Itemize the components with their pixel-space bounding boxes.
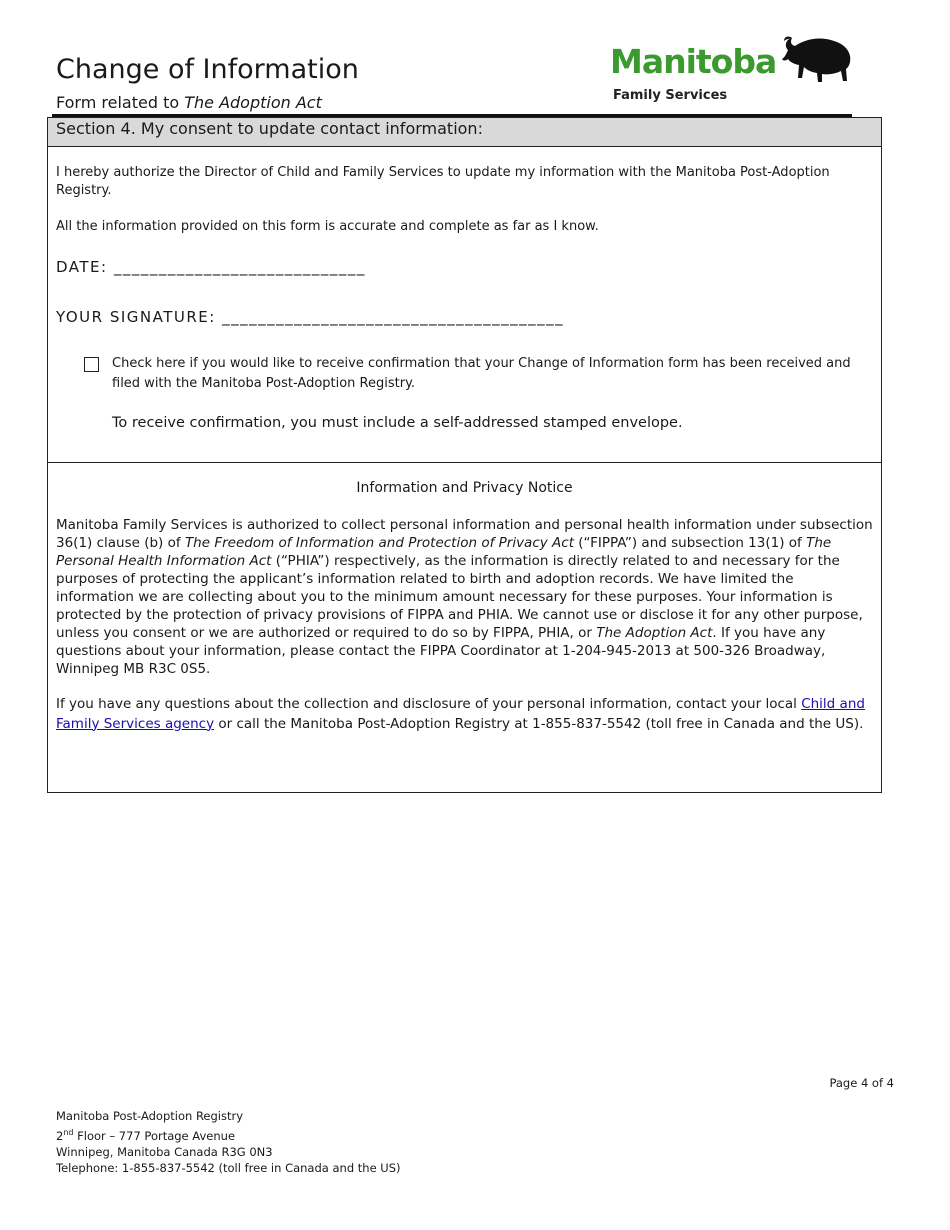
footer-floor-suffix: nd [63, 1127, 74, 1137]
section-heading: Section 4. My consent to update contact information: [56, 119, 483, 138]
adoption-act-title: The Adoption Act [596, 625, 713, 641]
privacy-text: Manitoba Family Services is authorized to collect personal information and personal health information under subsection 36(1) clause (b) of [56, 517, 873, 551]
footer-floor-number: 2 [56, 1128, 64, 1143]
envelope-note: To receive confirmation, you must include a self-addressed stamped envelope. [112, 415, 683, 431]
privacy-notice-title: Information and Privacy Notice [356, 480, 573, 496]
footer-street-text: Floor – 777 Portage Avenue [73, 1128, 236, 1143]
contact-paragraph [56, 695, 874, 734]
logo-subtitle: Family Services [613, 88, 728, 103]
confirmation-checkbox-label: Check here if you would like to receive confirmation that your Change of Information form has been received and filed with the Manitoba Post-Adoption Registry. [112, 356, 851, 391]
section-header [48, 118, 881, 147]
accuracy-statement: All the information provided on this form is accurate and complete as far as I know. [56, 219, 599, 234]
footer-registry-name: Manitoba Post-Adoption Registry [56, 1109, 244, 1123]
footer-phone: Telephone: 1-855-837-5542 (toll free in Canada and the US) [56, 1161, 401, 1176]
privacy-text: . If you have any questions about your information, please contact the FIPPA Coordinator at 1-204-945-2013 at 500-326 Broadway, Winnipeg MB R3C 0S5. [56, 625, 826, 677]
privacy-text: (“FIPPA”) and subsection 13(1) of [574, 535, 807, 551]
page-subtitle [56, 93, 322, 112]
footer-city: Winnipeg, Manitoba Canada R3G 0N3 [56, 1144, 273, 1159]
date-field[interactable]: DATE: ____________________________ [56, 258, 366, 276]
subtitle-prefix: Form related to [56, 93, 185, 112]
section-divider [48, 462, 881, 463]
fippa-act-title: The Freedom of Information and Protection of Privacy Act [184, 535, 574, 551]
signature-field[interactable]: YOUR SIGNATURE: ______________________________________ [56, 308, 565, 326]
form-section-box [47, 117, 882, 793]
page-number: Page 4 of 4 [829, 1076, 894, 1090]
footer-address [56, 1108, 401, 1177]
contact-text: If you have any questions about the collection and disclosure of your personal information, contact your local [56, 696, 802, 712]
phia-act-title: The Personal Health Information Act [56, 535, 832, 569]
cfs-agency-link[interactable]: Child and Family Services agency [56, 696, 865, 732]
privacy-paragraph [56, 516, 874, 678]
contact-text: or call the Manitoba Post-Adoption Registry at 1-855-837-5542 (toll free in Canada and the US). [214, 715, 864, 732]
manitoba-logo [610, 34, 860, 110]
bison-icon [778, 34, 852, 86]
page-title: Change of Information [56, 54, 359, 85]
confirmation-checkbox[interactable] [84, 357, 99, 372]
logo-wordmark: Manitoba [610, 42, 777, 81]
authorize-statement: I hereby authorize the Director of Child and Family Services to update my information with the Manitoba Post-Adoption Registry. [56, 165, 830, 198]
subtitle-act: The Adoption Act [184, 93, 322, 112]
privacy-text: (“PHIA”) respectively, as the information is directly related to and necessary for the purposes of protecting the applicant’s information related to birth and adoption records. We have limited the information we are collecting about you to the minimum amount necessary for these purposes. Your information is protected by the protection of privacy provisions of FIPPA and PHIA. We cannot use or disclose it for any other purpose, unless you consent or we are authorized or required to do so by FIPPA, PHIA, or [56, 553, 863, 641]
footer-street [56, 1125, 401, 1144]
